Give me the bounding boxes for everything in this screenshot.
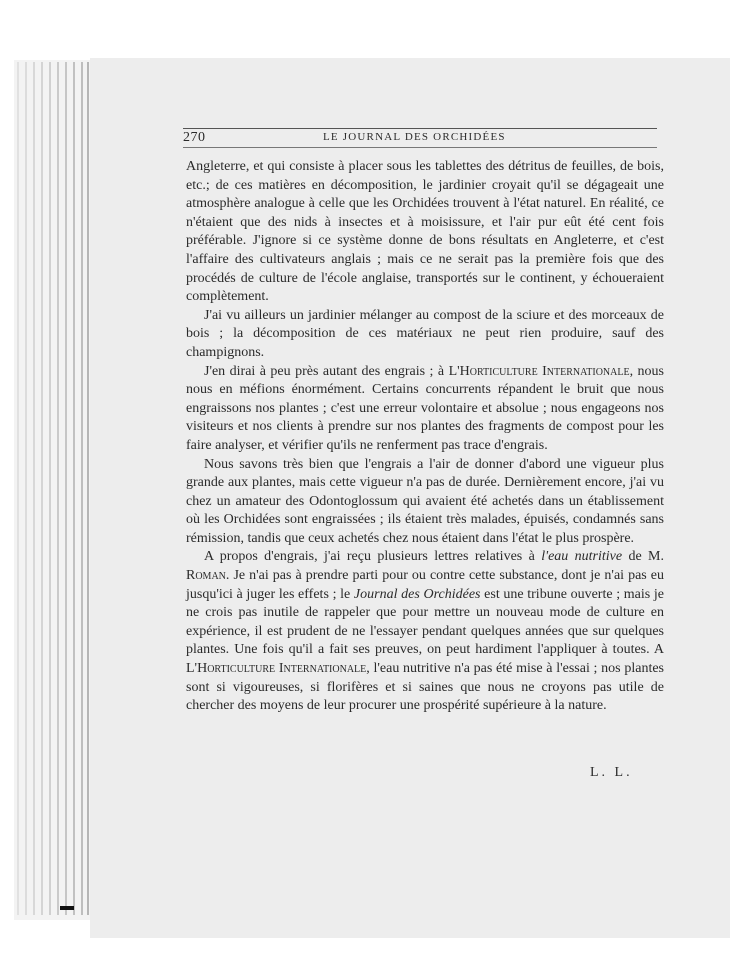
publisher-name: Horticulture Internationale — [459, 363, 630, 379]
person-name: Roman — [186, 568, 226, 584]
page-number: 270 — [183, 130, 206, 145]
paragraph-5-d: est une tribune ouverte ; mais je ne crois pas inutile de rappeler que pour mettre un nouveau mode de culture en expérience, il est prudent de ne l'essayer pendant quelques années que sur quelques plantes. Une fois qu'il a fait ses preuves, on peut hardiment l'appliquer à toutes. A L' — [186, 586, 665, 677]
paragraph-5-e: , l'eau nutritive n'a pas été mise à l'essai ; nos plantes sont si vigoureuses, si florifères et si saines que nous ne croyons pas utile de chercher des moyens de leur procurer une prospérité supérieure à la nature. — [186, 661, 664, 714]
paragraph-5 — [186, 548, 664, 715]
page-header — [183, 128, 657, 148]
publisher-name-2: Horticulture Internationale — [197, 661, 367, 677]
paragraph-3-rest: , nous nous en méfions énormément. Certains concurrents répandent le bruit que nous engraissons nos plantes ; c'est une erreur volontaire et absolue ; nous engageons nos visiteurs et nos clients à prendre sur nos plantes des fragments de compost pour les faire analyser, et vérifier qu'ils ne renferment pas trace d'engrais. — [186, 363, 664, 453]
paragraph-3-start: J'en dirai à peu près autant des engrais ; à L' — [204, 363, 460, 379]
header-rule-top — [183, 128, 657, 129]
running-head: LE JOURNAL DES ORCHIDÉES — [323, 131, 506, 143]
paragraph-4: Nous savons très bien que l'engrais a l'air de donner d'abord une vigueur plus grande aux plantes, mais cette vigueur n'a pas de durée. Dernièrement encore, j'ai vu chez un amateur des Odontoglossum qui avaient été achetés dans un établissement où les Orchidées sont engraissées ; ils étaient très malades, épuisés, condamnés sans rémission, tandis que ceux achetés chez nous étaient dans l'état le plus prospère. — [186, 456, 664, 546]
product-name: l'eau nutritive — [541, 549, 623, 565]
paragraph-1: Angleterre, et qui consiste à placer sous les tablettes des détritus de feuilles, de bois, etc.; de ces matières en décomposition, le jardinier croyait qu'il se dégageait une atmosphère analogue à celle que les Orchidées trouvent à l'état naturel. En réalité, ce n'étaient que des nids à insectes et à moisissure, et l'air pur eût été cent fois préférable. J'ignore si ce système donne de bons résultats en Angleterre, et c'est l'affaire des cultivateurs anglais ; mais ce ne serait pas la première fois que des procédés de culture de l'école anglaise, transportés sur le continent, y échoueraient complètement. — [186, 159, 664, 305]
paragraph-5-c: . Je n'ai pas à prendre parti pour ou contre cette substance, dont je n'ai pas eu jusqu'ici à juger les effets ; le — [186, 568, 664, 602]
paragraph-5-b: de M. — [622, 549, 664, 565]
header-rule-bottom — [183, 147, 657, 148]
paragraph-5-a: A propos d'engrais, j'ai reçu plusieurs lettres relatives à — [204, 549, 542, 565]
journal-title: Journal des Orchidées — [353, 586, 481, 602]
paragraph-2: J'ai vu ailleurs un jardinier mélanger au compost de la sciure et des morceaux de bois ; la décomposition de ces matériaux ne peut rien produire, sauf des champignons. — [186, 307, 664, 360]
paragraph-3 — [186, 363, 664, 456]
signature: L. L. — [590, 765, 633, 780]
article-body — [186, 158, 664, 716]
